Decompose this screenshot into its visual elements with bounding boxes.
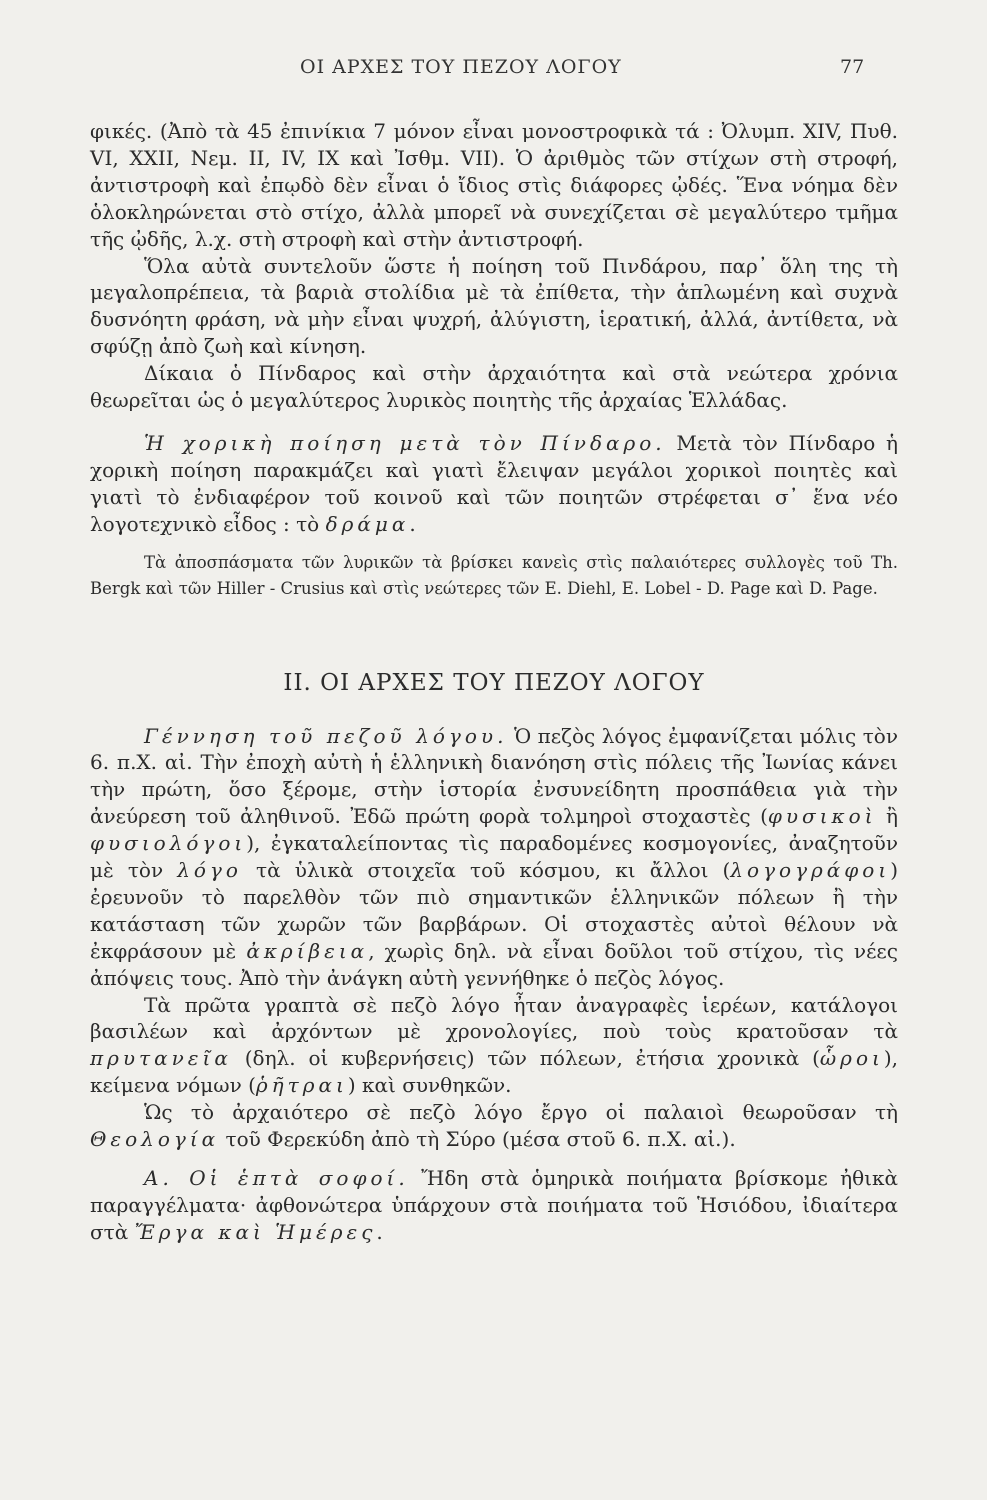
- page-number: 77: [840, 56, 865, 78]
- subheading-seven-sages: Α. Οἱ ἑπτὰ σοφοί.: [144, 1166, 409, 1190]
- paragraph-origin-prose: Γέννηση τοῦ πεζοῦ λόγου. Ὁ πεζὸς λόγος ἐμφανίζεται μόλις τὸν 6. π.Χ. αἰ. Τὴν ἐποχὴ αὐτὴ ἡ ἑλληνικὴ διανόηση στὶς πόλεις τῆς Ἰωνίας κάνει τὴν πρώτη, ὅσο ξέρομε, στὴν ἱστορία ἐνσυνείδητη προσπάθεια γιὰ τὴν ἀνεύρεση τοῦ ἀληθινοῦ. Ἐδῶ πρώτη φορὰ τολμηροὶ στοχαστὲς (φυσικοὶ ἢ φυσιολόγοι), ἐγκαταλείποντας τὶς παραδομένες κοσμογονίες, ἀναζητοῦν μὲ τὸν λόγο τὰ ὑλικὰ στοιχεῖα τοῦ κόσμου, κι ἄλλοι (λογογράφοι) ἐρευνοῦν τὸ παρελθὸν τῶν πιὸ σημαντικῶν ἑλληνικῶν πόλεων ἢ τὴν κατάσταση τῶν χωρῶν τῶν βαρβάρων. Οἱ στοχαστὲς αὐτοὶ θέλουν νὰ ἐκφράσουν μὲ ἀκρίβεια, χωρὶς δηλ. νὰ εἶναι δοῦλοι τοῦ στίχου, τὶς νέες ἀπόψεις τους. Ἀπὸ τὴν ἀνάγκη αὐτὴ γεννήθηκε ὁ πεζὸς λόγος.: [90, 723, 899, 990]
- paragraph-pindar-greatest: Δίκαια ὁ Πίνδαρος καὶ στὴν ἀρχαιότητα καὶ στὰ νεώτερα χρόνια θεωρεῖται ὡς ὁ μεγαλύτερος λυρικὸς ποιητὴς τῆς ἀρχαίας Ἑλλάδας.: [90, 361, 898, 413]
- term-drama: δράμα: [325, 511, 410, 536]
- paragraph-seven-sages: Α. Οἱ ἑπτὰ σοφοί. Ἤδη στὰ ὁμηρικὰ ποιήματα βρίσκομε ἠθικὰ παραγγέλματα· ἀφθονώτερα ὑπάρχουν στὰ ποιήματα τοῦ Ἡσιόδου, ἰδιαίτερα στὰ Ἔργα καὶ Ἡμέρες.: [90, 1166, 899, 1244]
- paragraph-pindar-style: Ὅλα αὐτὰ συντελοῦν ὥστε ἡ ποίηση τοῦ Πινδάρου, παρ᾽ ὅλη της τὴ μεγαλοπρέπεια, τὰ βαριὰ στολίδια μὲ τὰ ἐπίθετα, τὴν ἁπλωμένη καὶ συχνὰ δυσνόητη φράση, νὰ μὴν εἶναι ψυχρή, ἀλύγιστη, ἱερατική, ἀλλά, ἀντίθετα, νὰ σφύζῃ ἀπὸ ζωὴ καὶ κίνηση.: [90, 253, 898, 359]
- subheading-choral-poetry: Ἡ χορικὴ ποίηση μετὰ τὸν Πίνδαρο.: [144, 430, 666, 455]
- section-heading: II. ΟΙ ΑΡΧΕΣ ΤΟΥ ΠΕΖΟΥ ΛΟΓΟΥ: [283, 669, 705, 696]
- running-title: ΟΙ ΑΡΧΕΣ ΤΟΥ ΠΕΖΟΥ ΛΟΓΟΥ: [300, 56, 622, 78]
- paragraph-choral-poetry: Ἡ χορικὴ ποίηση μετὰ τὸν Πίνδαρο. Μετὰ τὸν Πίνδαρο ἡ χορικὴ ποίηση παρακμάζει καὶ γιατὶ ἔλειψαν μεγάλοι χορικοὶ ποιητὲς καὶ γιατὶ τὸ ἐνδιαφέρον τοῦ κοινοῦ καὶ τῶν ποιητῶν στρέφεται σ᾽ ἕνα νέο λογοτεχνικὸ εἶδος : τὸ δράμα.: [90, 430, 899, 536]
- paragraph-pindar-odes: φικές. (Ἀπὸ τὰ 45 ἐπινίκια 7 μόνον εἶναι μονοστροφικὰ τά : Ὀλυμπ. XIV, Πυθ. VI, XXII, Νεμ. II, IV, IX καὶ Ἰσθμ. VII). Ὁ ἀριθμὸς τῶν στίχων στὴ στροφή, ἀντιστροφὴ καὶ ἐπῳδὸ δὲν εἶναι ὁ ἴδιος στὶς διάφορες ᾠδές. Ἕνα νόημα δὲν ὁλοκληρώνεται στὸ στίχο, ἀλλὰ μπορεῖ νὰ συνεχίζεται σὲ μεγαλύτερο τμῆμα τῆς ᾠδῆς, λ.χ. στὴ στροφὴ καὶ στὴν ἀντιστροφή.: [90, 119, 898, 251]
- paragraph-pherecydes: Ὡς τὸ ἀρχαιότερο σὲ πεζὸ λόγο ἔργο οἱ παλαιοὶ θεωροῦσαν τὴ Θεολογία τοῦ Φερεκύδη ἀπὸ τὴ Σύρο (μέσα στοῦ 6. π.Χ. αἰ.).: [90, 1100, 898, 1152]
- paragraph-first-writings: Τὰ πρῶτα γραπτὰ σὲ πεζὸ λόγο ἦταν ἀναγραφὲς ἱερέων, κατάλογοι βασιλέων καὶ ἀρχόντων μὲ χρονολογίες, ποὺ τοὺς κρατοῦσαν τὰ πρυτανεῖα (δηλ. οἱ κυβερνήσεις) τῶν πόλεων, ἐτήσια χρονικὰ (ὧροι), κείμενα νόμων (ῥῆτραι) καὶ συνθηκῶν.: [90, 992, 898, 1098]
- body-text: [90, 118, 898, 1246]
- subheading-origin-prose: Γέννηση τοῦ πεζοῦ λόγου.: [144, 723, 508, 748]
- bibliographic-note: Τὰ ἀποσπάσματα τῶν λυρικῶν τὰ βρίσκει κανεὶς στὶς παλαιότερες συλλογὲς τοῦ Th. Bergk καὶ τῶν Hiller - Crusius καὶ στὶς νεώτερες τῶν E. Diehl, E. Lobel - D. Page καὶ D. Page.: [90, 552, 898, 598]
